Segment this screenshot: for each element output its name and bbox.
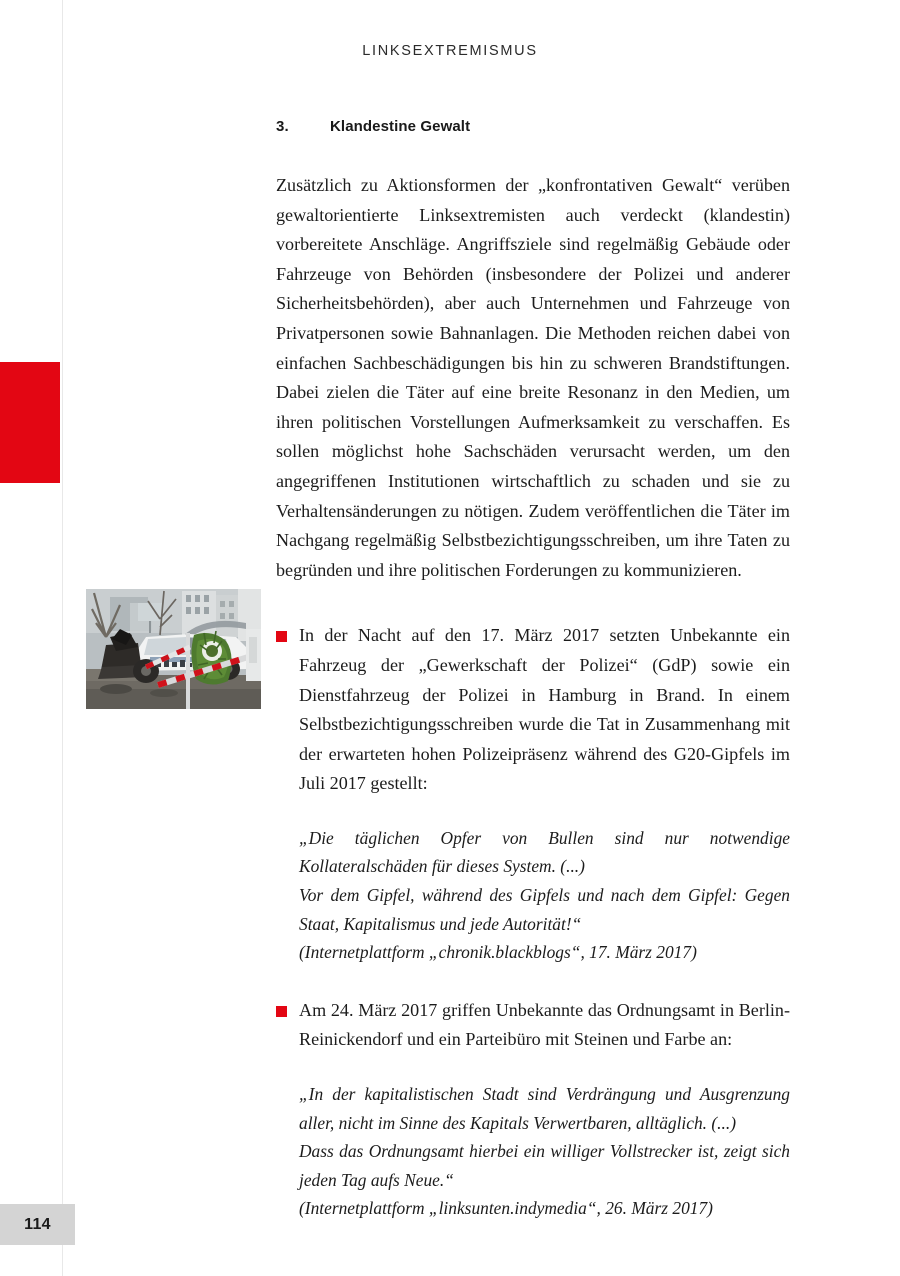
page-title	[276, 118, 790, 135]
red-margin-tab	[0, 362, 60, 483]
blockquote	[276, 1080, 790, 1223]
incident-text: In der Nacht auf den 17. März 2017 setzten Unbekannte ein Fahrzeug der „Gewerkschaft der Polizei“ (GdP) sowie ein Dienstfahrzeug der Polizei in Hamburg in Brand. In einem Selbstbezichtigungsschreiben wurde die Tat in Zusammenhang mit der erwarteten hohen Polizeipräsenz während des G20-Gipfels im Juli 2017 gestellt:	[299, 625, 790, 794]
red-square-bullet-icon	[276, 631, 287, 642]
blockquote	[276, 824, 790, 967]
red-square-bullet-icon	[276, 1006, 287, 1017]
list-item	[276, 996, 790, 1055]
intro-paragraph: Zusätzlich zu Aktionsformen der „konfrontativen Gewalt“ verüben gewaltorientierte Linksextremisten auch verdeckt (klandestin) vorbereitete Anschläge. Angriffsziele sind regelmäßig Gebäude oder Fahrzeuge von Behörden (insbesondere der Polizei und anderer Sicherheitsbehörden), aber auch Unternehmen und Fahrzeuge von Privatpersonen sowie Bahnanlagen. Die Methoden reichen dabei von einfachen Sachbeschädigungen bis hin zu schweren Brandstiftungen. Dabei zielen die Täter auf eine breite Resonanz in den Medien, um ihren politischen Vorstellungen Aufmerksamkeit zu verschaffen. Es sollen möglichst hohe Sachschäden verursacht werden, um den angegriffenen Institutionen wirtschaftlich zu schaden und sie zu Verhaltensänderungen zu nötigen. Zudem veröffentlichen die Täter im Nachgang regelmäßig Selbstbezichtigungsschreiben, um ihre Taten zu begründen und ihre politischen Forderungen zu kommunizieren.	[276, 175, 790, 580]
page-number-badge	[0, 1204, 75, 1245]
quote-source: (Internetplattform „linksunten.indymedia“, 26. März 2017)	[299, 1198, 713, 1219]
section-number: 3.	[276, 118, 289, 135]
incident-text: Am 24. März 2017 griffen Unbekannte das Ordnungsamt in Berlin-Reinickendorf und ein Parteibüro mit Steinen und Farbe an:	[299, 999, 790, 1050]
running-head: LINKSEXTREMISMUS	[362, 43, 538, 59]
quote-source: (Internetplattform „chronik.blackblogs“, 17. März 2017)	[299, 942, 697, 963]
quote-line: Vor dem Gipfel, während des Gipfels und nach dem Gipfel: Gegen Staat, Kapitalismus und jede Autorität!“	[299, 885, 790, 934]
incident-photo-graphic	[86, 589, 261, 709]
list-item	[276, 621, 790, 799]
section-title: Klandestine Gewalt	[330, 118, 471, 135]
quote-line: „In der kapitalistischen Stadt sind Verdrängung und Ausgrenzung aller, nicht im Sinne des Kapitals Verwertbaren, alltäglich. (...)	[299, 1084, 790, 1133]
quote-line: „Die täglichen Opfer von Bullen sind nur notwendige Kollateralschäden für dieses System. (...)	[299, 827, 790, 877]
incident-photo	[86, 589, 261, 709]
page-number: 114	[24, 1215, 51, 1233]
quote-line: Dass das Ordnungsamt hierbei ein williger Vollstrecker ist, zeigt sich jeden Tag aufs Neue.“	[299, 1141, 790, 1190]
page-content	[276, 118, 790, 1223]
page-edge-rule	[62, 0, 63, 1276]
